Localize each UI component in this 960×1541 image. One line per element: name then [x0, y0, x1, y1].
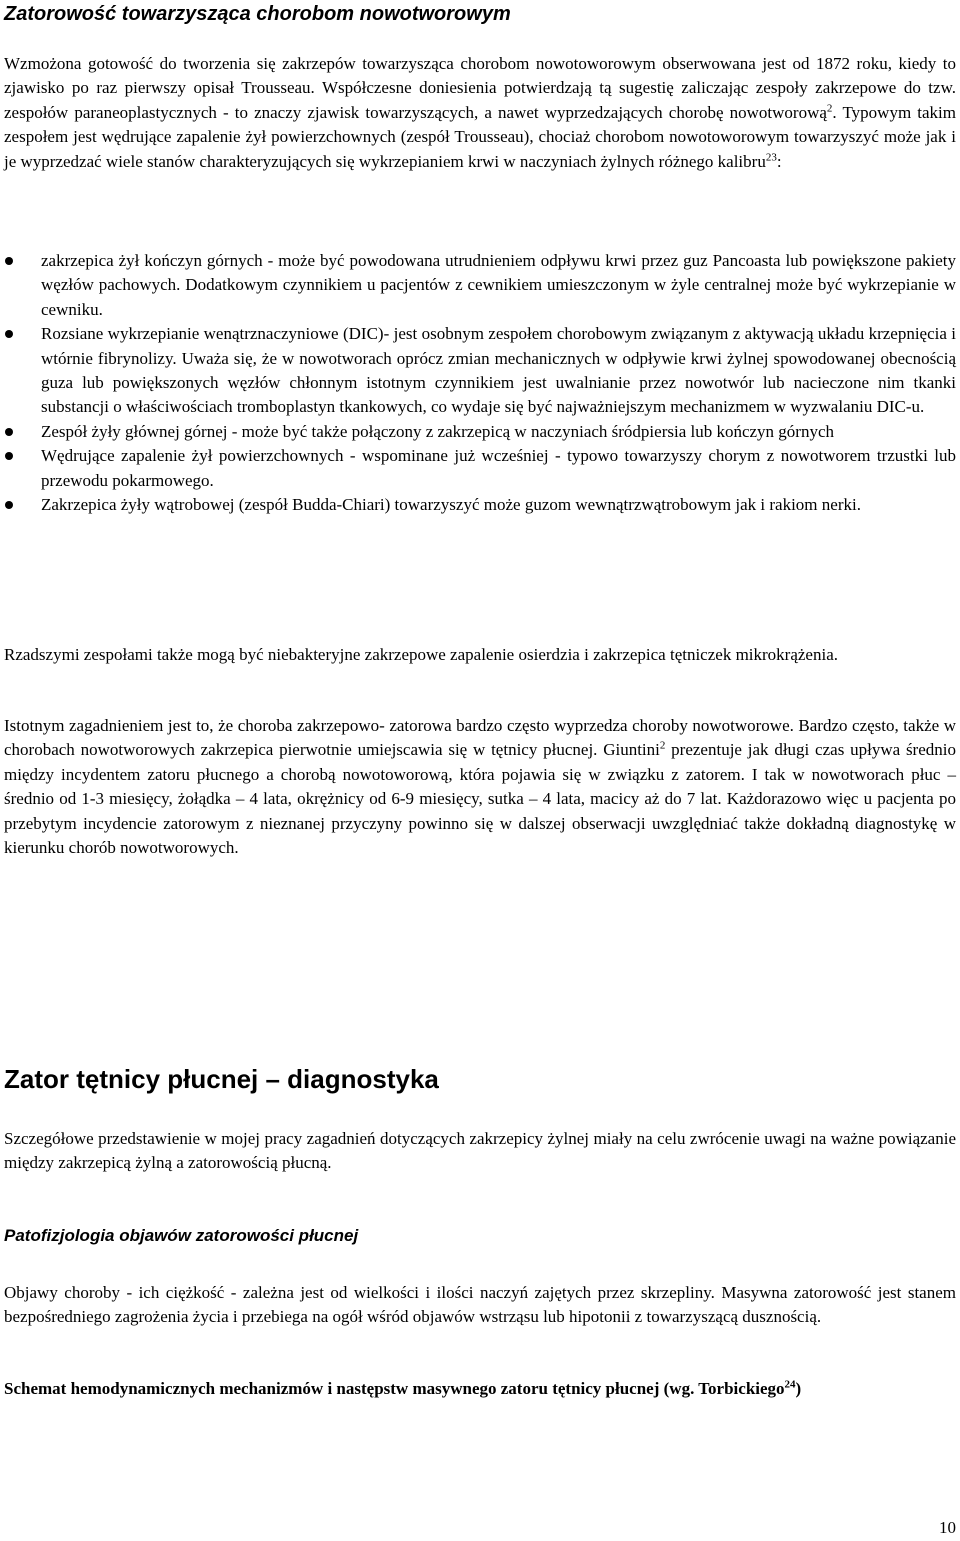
citation-giuntini: 2 — [659, 739, 666, 752]
bullet-icon — [5, 501, 13, 509]
bullet-icon — [5, 428, 13, 436]
schema-caption-text: Schemat hemodynamicznych mechanizmów i następstw masywnego zatoru tętnicy płucnej (wg. Torbickiego — [4, 1379, 785, 1398]
intro-text-part3: : — [776, 151, 782, 171]
page-number: 10 — [939, 1518, 956, 1537]
list-item-text: Zakrzepica żyły wątrobowej (zespół Budda-Chiari) towarzyszyć może guzom wewnątrzwątrobowym jak i rakiom nerki. — [41, 495, 861, 515]
list-item-text: Rozsiane wykrzepianie wenątrznaczyniowe (DIC)- jest osobnym zespołem chorobowym związanym z aktywacją układu krzepnięcia i wtórnie fibrynolizy. Uważa się, że w nowotworach oprócz zmian mechanicznych w odpływie krwi żylnej spowodowanej obecnością guza lub powiększonych węzłów chłonnym istotnym czynnikiem jest uwalnianie przez nowotwór lub nacieczone nim tkanki substancji o właściwościach tromboplastyn tkankowych, co wydaje się być najważniejszym mechanizmem w wyzwalaniu DIC-u. — [41, 324, 956, 417]
list-item — [4, 420, 956, 444]
citation-2: 2 — [826, 102, 833, 115]
citation-23: 23 — [765, 150, 777, 163]
precedence-text-part2: prezentuje jak długi czas upływa średnio między incydentem zatoru płucnego a chorobą nowotoworową, która pojawia się w związku z zatorem. I tak w nowotworach płuc – średnio od 1-3 miesięcy, żołądka – 4 lata, okrężnicy od 6-9 miesięcy, sutka – 4 lata, macicy aż do 7 lat. Każdorazowo więc u pacjenta po przebytym incydencie zatorowym z nieznanej przyczyny powinno się w dalszej obserwacji uwzględniać także dokładną diagnostykę w kierunku chorób nowotworowych. — [4, 740, 956, 858]
rare-syndromes-paragraph: Rzadszymi zespołami także mogą być niebakteryjne zakrzepowe zapalenie osierdzia i zakrzepica tętniczek mikrokrążenia. — [4, 645, 838, 664]
section-heading-cancer-embolism: Zatorowość towarzysząca chorobom nowotworowym — [4, 3, 511, 25]
list-item-text: Zespół żyły głównej górnej - może być także połączony z zakrzepicą w naczyniach śródpiersia lub kończyn górnych — [41, 421, 835, 441]
bullet-icon — [5, 452, 13, 460]
list-item — [4, 322, 956, 420]
bullet-icon — [5, 330, 13, 338]
schema-caption-close: ) — [795, 1379, 802, 1398]
precedence-paragraph — [4, 714, 956, 860]
list-item — [4, 444, 956, 493]
schema-caption — [4, 1377, 956, 1401]
symptoms-paragraph: Objawy choroby - ich ciężkość - zależna jest od wielkości i ilości naczyń zajętych przez skrzepliny. Masywna zatorowość jest stanem bezpośredniego zagrożenia życia i przebiega na ogół wśród objawów wstrząsu lub hipotonii z towarzyszącą dusznością. — [4, 1283, 956, 1327]
list-item — [4, 249, 956, 322]
thrombosis-list — [4, 249, 956, 517]
intro-text-part1: Wzmożona gotowość do tworzenia się zakrzepów towarzysząca chorobom nowotoworowym obserwowana jest od 1872 roku, kiedy to zjawisko po raz pierwszy opisał Trousseau. Współczesne doniesienia potwierdzają tą sugestię zaliczając zespoły zakrzepowe do tzw. zespołów paraneoplastycznych - to znaczy zjawisk towarzyszących, a nawet wyprzedzających chorobę nowotworową — [4, 54, 956, 122]
list-item-text: Wędrujące zapalenie żył powierzchownych - wspominane już wcześniej - typowo towarzyszy chorym z nowotworem trzustki lub przewodu pokarmowego. — [41, 446, 956, 490]
intro-text-part2: . Typowym takim zespołem jest wędrujące zapalenie żył powierzchownych (zespół Trousseau), chociaż chorobom nowotoworowym towarzyszyć może jak i je wyprzedzać wiele stanów charakteryzujących się wykrzepianiem krwi w naczyniach żylnych różnego kalibru — [4, 102, 957, 171]
subheading-pathophysiology: Patofizjologia objawów zatorowości płucnej — [4, 1226, 359, 1245]
precedence-text-part1: Istotnym zagadnieniem jest to, że choroba zakrzepowo- zatorowa bardzo często wyprzedza choroby nowotworowe. Bardzo często, także w chorobach nowotworowych zakrzepica pierwotnie umiejscawia się w tętnicy płucnej. Giuntini — [4, 716, 956, 760]
diagnostics-intro-paragraph: Szczegółowe przedstawienie w mojej pracy zagadnień dotyczących zakrzepicy żylnej miały na celu zwrócenie uwagi na ważne powiązanie między zakrzepicą żylną a zatorowością płucną. — [4, 1129, 956, 1173]
section-heading-pulmonary-embolism: Zator tętnicy płucnej – diagnostyka — [4, 1064, 439, 1094]
list-item-text: zakrzepica żył kończyn górnych - może być powodowana utrudnieniem odpływu krwi przez guz Pancoasta lub powiększone pakiety węzłów pachowych. Dodatkowym czynnikiem u pacjentów z cewnikiem umieszczonym w żyle centralnej może być wykrzepianie w cewniku. — [41, 251, 956, 319]
intro-paragraph — [4, 52, 956, 174]
bullet-icon — [5, 257, 13, 265]
list-item — [4, 493, 956, 517]
citation-24: 24 — [784, 1378, 796, 1391]
